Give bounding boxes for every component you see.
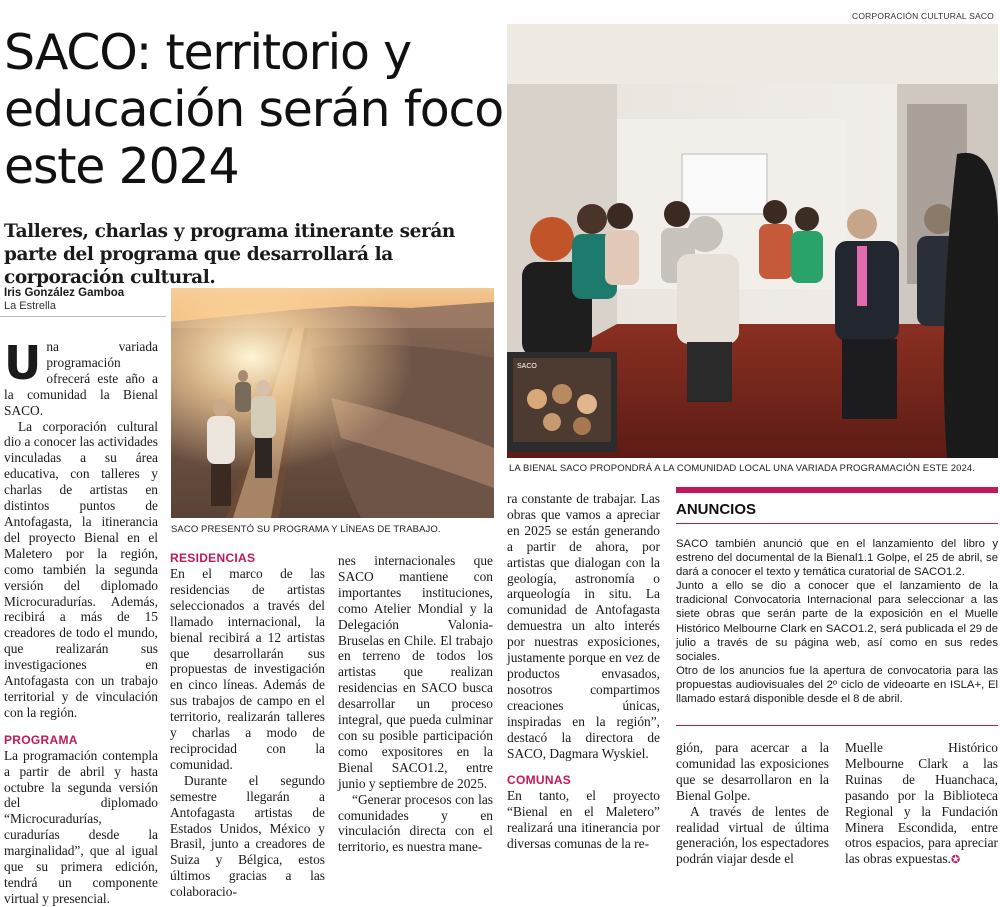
announcements-top-rule [676, 487, 998, 493]
closing-text: Muelle Histórico Melbourne Clark a las Ruinas de Huanchaca, pasando por la Biblioteca Regional y la Fundación Minera Escondida, entre otros espacios, para apreciar las obras expuestas. [845, 740, 998, 867]
photo-caption-1: SACO PRESENTÓ SU PROGRAMA Y LÍNEAS DE TRABAJO. [171, 524, 441, 535]
paragraph: La corporación cultural dio a conocer las actividades vinculadas a su área educativa, con talleres y charlas de artistas en distintos puntos de Antofagasta, la itinerancia del proyecto Bienal en el Maletero por la región, como también la segunda versión del diplomado Microcuradurías. Además, recibirá a más de 15 creadores de todo el mundo, que realizarán sus investigaciones en Antofagasta con un trabajo territorial y de vinculación con la región. [4, 418, 158, 720]
paragraph [845, 740, 998, 868]
paragraph: La programación contempla a partir de abril y hasta octubre la segunda versión del diplomado “Microcuradurías, curadurías desde la marginalidad”, que al igual que su primera edición, tendrá un componente virtual y presencial. [4, 747, 158, 906]
announcements-title-rule [676, 523, 998, 524]
paragraph: Durante el segundo semestre llegarán a Antofagasta artistas de Estados Unidos, México y Brasil, junto a creadores de Suiza y Bélgica, estos últimos gracias a las colaboracio- [170, 772, 325, 900]
paragraph: A través de lentes de realidad virtual de última generación, los espectadores podrán viajar desde el [676, 803, 829, 867]
announcements-body [676, 537, 998, 706]
photo-meeting [507, 24, 998, 458]
byline-divider [0, 316, 166, 317]
author-name: Iris González Gamboa [4, 287, 125, 299]
paragraph: En el marco de las residencias de artistas seleccionados a través del llamado internacional, la bienal recibirá a 12 artistas que desarrollarán sus propuestas de investigación en cinco líneas. Además de sus trabajos de campo en el territorio, realizarán talleres y charlas a modo de reciprocidad con la comunidad. [170, 566, 325, 772]
meeting-image [507, 24, 998, 458]
outlet-name: La Estrella [4, 300, 56, 312]
end-mark-icon: ✪ [950, 853, 961, 867]
photo-boardwalk [171, 288, 494, 518]
article-column-5 [676, 740, 829, 867]
section-heading-comunas: COMUNAS [507, 773, 572, 788]
article-column-2 [170, 551, 325, 900]
paragraph: nes internacionales que SACO mantiene con importantes instituciones, como Atelier Mondial y la Delegación Valonia-Bruselas en Chile. El trabajo en terreno de todos los artistas que realizan residencias en SACO busca desarrollar un proceso integral, que pueda culminar con su posible participación como expositores en la Bienal SACO1.2, entre junio y septiembre de 2025. [338, 553, 493, 791]
lead-paragraph [4, 336, 158, 419]
article-column-6 [845, 740, 998, 868]
announcements-bottom-rule [676, 725, 998, 726]
paragraph: gión, para acercar a la comunidad las exposiciones que se desarrollaron en la Bienal Golpe. [676, 740, 829, 803]
paragraph: ra constante de trabajar. Las obras que vamos a apreciar en 2025 se están generando a partir de ahora, por artistas que dialogan con la geología, astronomía o arqueología in situ. La comunidad de Antofagasta demuestra un alto interés por nuestras exposiciones, justamente porque en vez de productos envasados, nosotros compartimos creaciones únicas, inspiradas en la región”, destacó la directora de SACO, Dagmara Wyskiel. [507, 491, 660, 761]
subtitle: Talleres, charlas y programa itinerante serán parte del programa que desarrollará la corporación cultural. [4, 221, 455, 288]
section-heading-programa: PROGRAMA [4, 732, 78, 747]
announcement-paragraph: Otro de los anuncios fue la apertura de convocatoria para las propuestas audiovisuales del 2º ciclo de videoarte en ISLA+, El llamado estará disponible desde el 8 de abril. [676, 664, 998, 706]
paragraph: “Generar procesos con las comunidades y en vinculación directa con el territorio, es nuestra mane- [338, 791, 493, 855]
photo-credit: CORPORACIÓN CULTURAL SACO [852, 11, 994, 21]
article-column-1 [4, 336, 158, 907]
drop-cap: U [4, 336, 42, 390]
laptop [507, 352, 617, 452]
photo-caption-2: LA BIENAL SACO PROPONDRÁ A LA COMUNIDAD LOCAL UNA VARIADA PROGRAMACIÓN ESTE 2024. [509, 463, 975, 474]
headline: SACO: territorio y educación serán foco este 2024 [4, 24, 504, 195]
section-heading-residencias: RESIDENCIAS [170, 551, 256, 565]
announcement-paragraph: SACO también anunció que en el lanzamiento del libro y estreno del documental de la Bienal1.1 Golpe, el 25 de abril, se dará a conocer el texto y temática curatorial de SACO1.2. [676, 538, 998, 579]
paragraph: En tanto, el proyecto “Bienal en el Maletero” realizará una itinerancia por diversas comunas de la re- [507, 788, 660, 852]
laptop-logo: SACO [517, 363, 537, 370]
announcement-paragraph: Junto a ello se dio a conocer que el lanzamiento de la tradicional Convocatoria Internacional para seleccionar a las siete obras que serán parte de la exposición en el Muelle Histórico Melbourne Clark en SACO1.2, será publicada el 29 de julio a través de su página web, así como en sus redes sociales. [676, 580, 998, 663]
lead-text: na variada programación ofrecerá este año a la comunidad la Bienal SACO. [4, 339, 158, 418]
boardwalk-image [171, 288, 494, 518]
article-column-3 [338, 553, 493, 855]
announcements-title: ANUNCIOS [676, 501, 757, 518]
article-column-4 [507, 491, 660, 852]
